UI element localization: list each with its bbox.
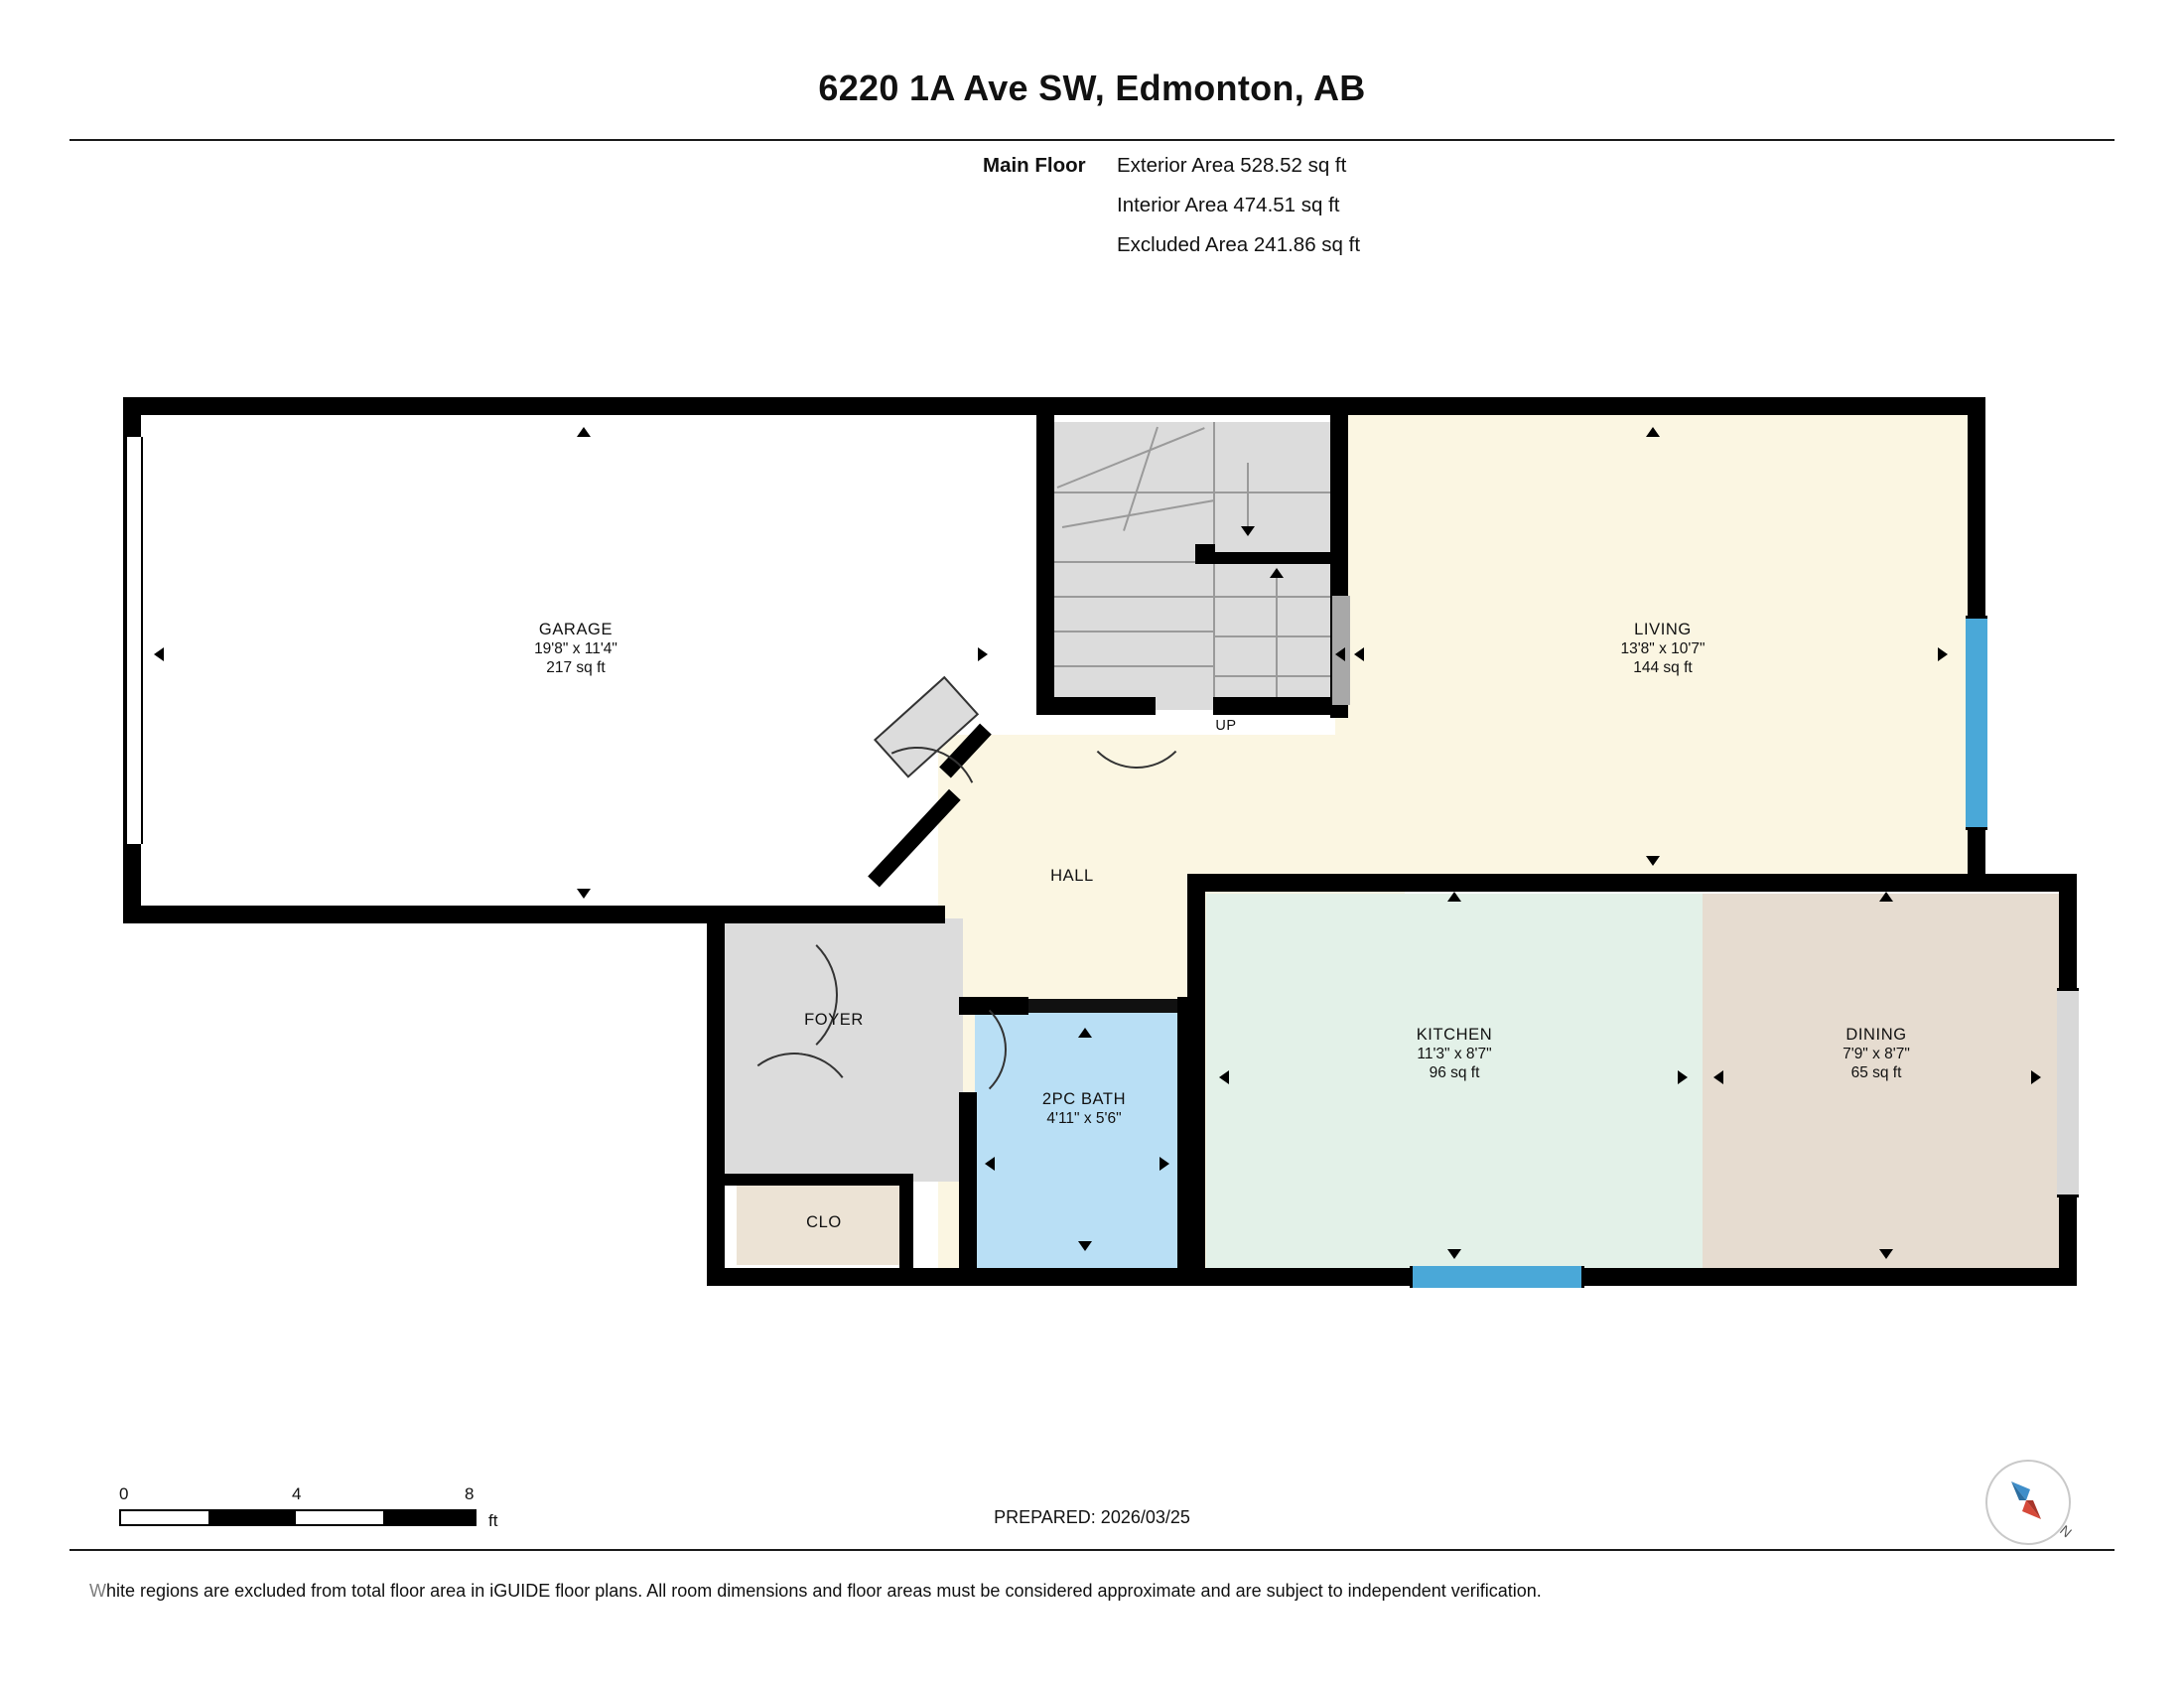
door-stair-swing (1080, 655, 1193, 769)
stair-down-arrow-shaft (1247, 463, 1249, 532)
dim-arrow-living-top (1646, 427, 1660, 437)
scale-ticks (119, 1484, 477, 1506)
door-bath-leaf (1028, 999, 1177, 1013)
window-kitchen-bottom (1410, 1266, 1584, 1288)
room-area: 96 sq ft (1429, 1064, 1480, 1081)
room-name: KITCHEN (1416, 1026, 1493, 1044)
wall-foyer-top (707, 906, 945, 923)
dim-arrow-kitchen-top (1447, 892, 1461, 902)
stair-up-arrow-head (1270, 568, 1284, 578)
room-name: HALL (1050, 867, 1094, 885)
dim-arrow-hall-left (1335, 647, 1345, 661)
dim-arrow-dining-bottom (1879, 1249, 1893, 1259)
room-name: 2PC BATH (1041, 1090, 1127, 1108)
interior-area: Interior Area 474.51 sq ft (1117, 194, 1340, 216)
window-dining-right (2057, 988, 2079, 1197)
stair-up-arrow-shaft (1276, 576, 1278, 705)
room-label-kitchen (1335, 1026, 1573, 1082)
wall-stairwell-bottom-right (1213, 697, 1348, 715)
wall-living-kitchen (1187, 874, 1981, 892)
room-name: DINING (1845, 1026, 1907, 1044)
floor-label: Main Floor (983, 154, 1086, 177)
stair-tread (1054, 596, 1213, 598)
room-dimensions: 19'8" x 11'4" (534, 640, 617, 657)
dim-arrow-living-left (1354, 647, 1364, 661)
disclaimer-text (89, 1581, 2095, 1602)
scale-tick-4: 4 (292, 1484, 302, 1503)
footer-divider (69, 1549, 2115, 1551)
room-name: CLO (806, 1213, 842, 1231)
disclaimer-lead: W (89, 1581, 106, 1601)
stair-down-arrow-head (1241, 526, 1255, 536)
prepared-date: PREPARED: 2026/03/25 (994, 1507, 1190, 1527)
stair-tread (1215, 596, 1330, 598)
wall-stair-mid (1195, 552, 1334, 564)
room-area: 144 sq ft (1633, 659, 1693, 676)
room-label-garage (457, 621, 695, 677)
wall-foyer-closet-divider (725, 1174, 913, 1186)
dim-arrow-bath-right (1160, 1157, 1169, 1171)
disclaimer-body: hite regions are excluded from total floor area in iGUIDE floor plans. All room dimensions and floor areas must be considered approximate and are subject to independent verification. (106, 1581, 1542, 1601)
exterior-area: Exterior Area 528.52 sq ft (1117, 154, 1347, 177)
dim-arrow-garage-top (577, 427, 591, 437)
wall-stairwell-left (1036, 415, 1054, 713)
wall-bath-right (1177, 997, 1193, 1273)
room-bath-fill (975, 1013, 1193, 1273)
dim-arrow-living-right (1938, 647, 1948, 661)
stair-tread (1054, 561, 1213, 563)
stair-divider (1054, 492, 1332, 493)
stair-up-label: UP (1215, 718, 1237, 734)
excluded-area: Excluded Area 241.86 sq ft (1117, 233, 1361, 256)
dim-arrow-kitchen-left (1219, 1070, 1229, 1084)
room-area: 217 sq ft (546, 659, 606, 676)
dim-arrow-dining-left (1713, 1070, 1723, 1084)
room-name: GARAGE (538, 621, 614, 638)
room-hall-fill-upper (1335, 695, 1405, 904)
room-label-closet (735, 1213, 913, 1232)
scale-unit: ft (488, 1511, 498, 1530)
room-name: FOYER (804, 1011, 864, 1029)
room-label-hall (993, 867, 1152, 886)
room-label-foyer (735, 1011, 933, 1030)
dim-arrow-bath-left (985, 1157, 995, 1171)
window-living-right (1966, 616, 1987, 830)
wall-garage-bottom (123, 906, 735, 923)
compass-rose (1985, 1460, 2076, 1545)
dim-arrow-kitchen-bottom (1447, 1249, 1461, 1259)
page-title: 6220 1A Ave SW, Edmonton, AB (818, 68, 1366, 108)
room-label-bath (975, 1090, 1193, 1128)
room-dimensions: 13'8" x 10'7" (1620, 640, 1706, 657)
stair-tread (1215, 635, 1330, 637)
stair-divider (1213, 422, 1215, 710)
room-name: LIVING (1634, 621, 1692, 638)
room-dining-fill (1703, 894, 2070, 1273)
dim-arrow-dining-top (1879, 892, 1893, 902)
room-dimensions: 4'11" x 5'6" (1046, 1110, 1122, 1127)
dim-arrow-garage-right (978, 647, 988, 661)
scale-tick-0: 0 (119, 1484, 129, 1503)
compass-north-label: N (2057, 1521, 2076, 1541)
wall-garage-top (123, 397, 1032, 415)
room-kitchen-fill (1206, 894, 1703, 1273)
stair-tread (1054, 631, 1213, 633)
room-label-dining (1767, 1026, 1985, 1082)
dim-arrow-kitchen-right (1678, 1070, 1688, 1084)
scale-bar (119, 1484, 477, 1506)
dim-arrow-bath-top (1078, 1028, 1092, 1038)
room-dimensions: 7'9" x 8'7" (1843, 1046, 1910, 1062)
compass-needle-icon (1985, 1460, 2067, 1541)
dim-arrow-garage-left (154, 647, 164, 661)
stair-tread (1215, 675, 1330, 677)
room-dimensions: 11'3" x 8'7" (1417, 1046, 1492, 1062)
room-label-living (1544, 621, 1782, 677)
dim-arrow-living-bottom (1646, 856, 1660, 866)
scale-tick-8: 8 (465, 1484, 475, 1503)
dim-arrow-bath-bottom (1078, 1241, 1092, 1251)
window-garage-left (125, 437, 143, 844)
room-area: 65 sq ft (1850, 1064, 1902, 1081)
door-foyer-swing (695, 923, 838, 1066)
dim-arrow-garage-bottom (577, 889, 591, 899)
stairwell-up-fill (1213, 561, 1330, 715)
wall-house-top (1032, 397, 1985, 415)
dim-arrow-dining-right (2031, 1070, 2041, 1084)
